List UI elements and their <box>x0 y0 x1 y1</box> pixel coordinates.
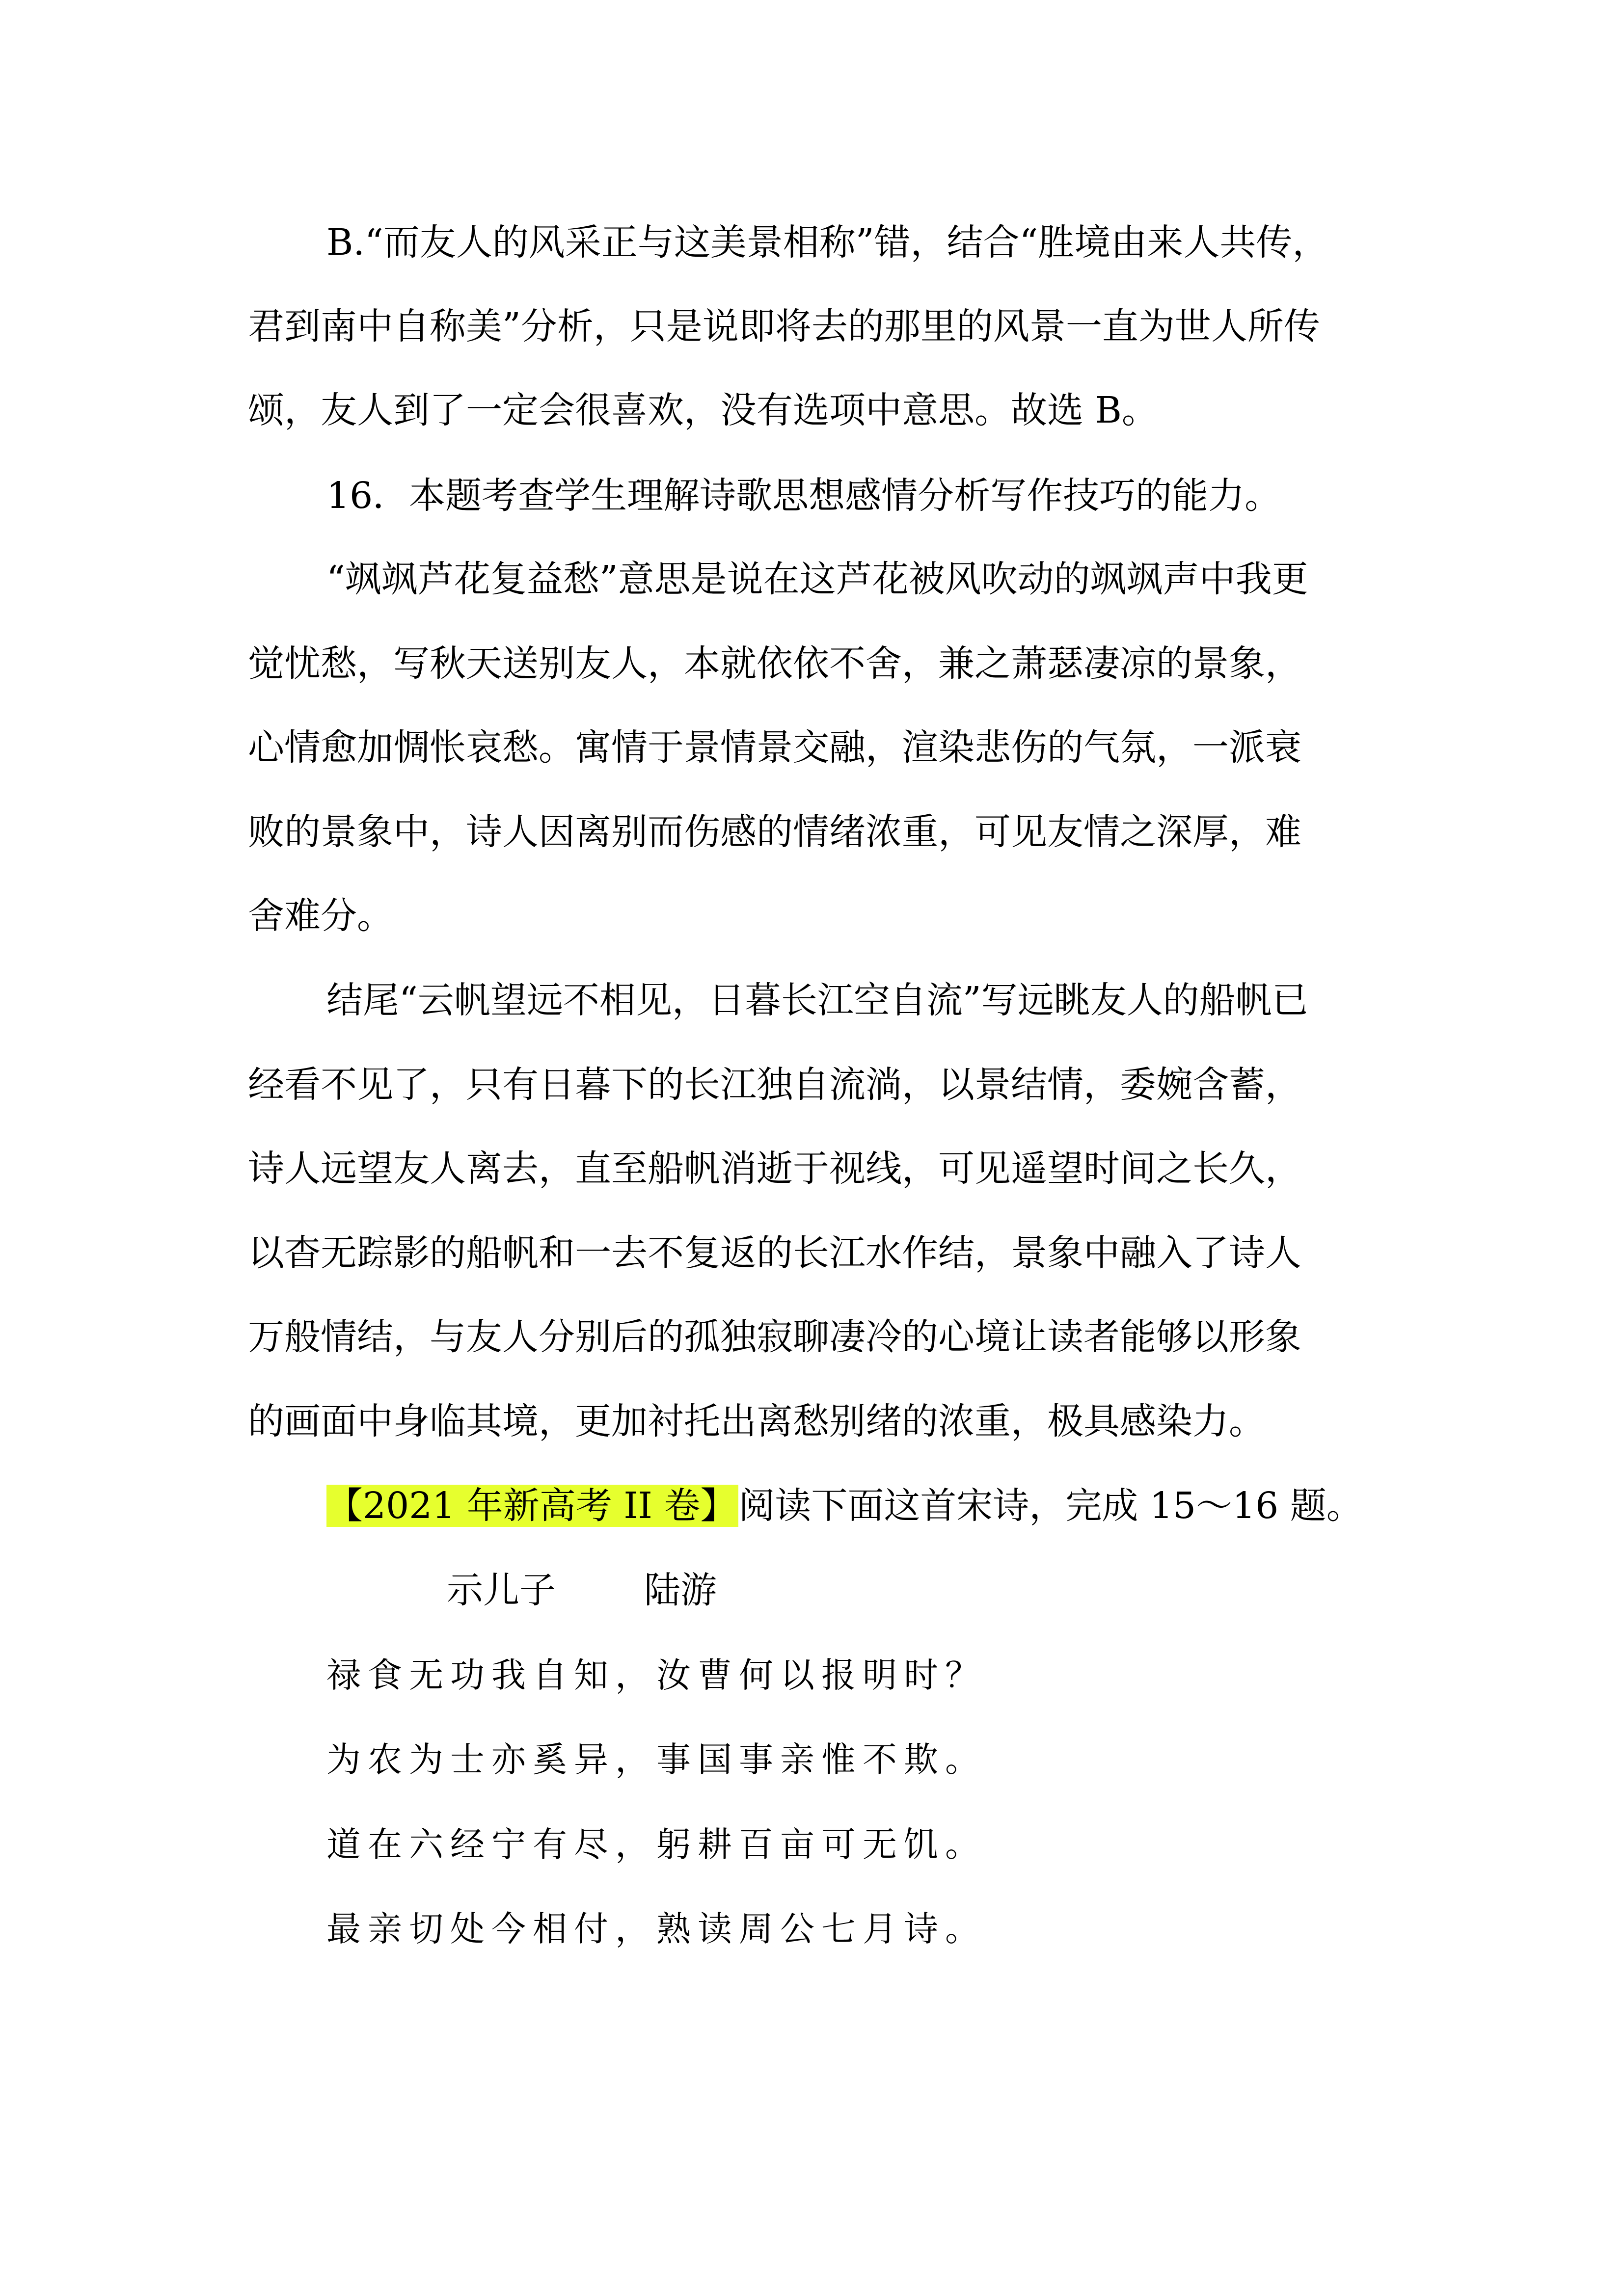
ending-paragraph-line-2: 经看不见了，只有日暮下的长江独自流淌，以景结情，委婉含蓄， <box>248 1064 1301 1106</box>
reed-paragraph-line-1: “飒飒芦花复益愁”意思是说在这芦花被风吹动的飒飒声中我更 <box>326 558 1308 600</box>
exam-source-tag: 【2021 年新高考 II 卷】 <box>326 1485 738 1527</box>
analysis-b-line-3: 颂，友人到了一定会很喜欢，没有选项中意思。故选 B。 <box>248 389 1158 431</box>
section-instruction: 阅读下面这首宋诗，完成 15～16 题。 <box>738 1485 1363 1527</box>
reed-paragraph-line-5: 舍难分。 <box>248 895 393 937</box>
analysis-b-line-1: B.“而友人的风采正与这美景相称”错，结合“胜境由来人共传， <box>326 221 1329 264</box>
poem-line-4: 最亲切处今相付，熟读周公七月诗。 <box>326 1909 986 1949</box>
poem-author: 陆游 <box>644 1569 717 1611</box>
poem-line-3: 道在六经宁有尽，躬耕百亩可无饥。 <box>326 1824 986 1865</box>
section-heading <box>326 1481 1465 1530</box>
poem-line-1: 禄食无功我自知，汝曹何以报明时？ <box>326 1655 986 1695</box>
ending-paragraph-line-6: 的画面中身临其境，更加衬托出离愁别绪的浓重，极具感染力。 <box>248 1400 1265 1442</box>
poem-title-line <box>447 1566 717 1615</box>
reed-paragraph-line-3: 心情愈加惆怅哀愁。寓情于景情景交融，渲染悲伤的气氛，一派衰 <box>248 726 1301 769</box>
reed-paragraph-line-2: 觉忧愁，写秋天送别友人，本就依依不舍，兼之萧瑟凄凉的景象， <box>248 642 1301 685</box>
poem-line-2: 为农为士亦奚异，事国事亲惟不欺。 <box>326 1739 986 1780</box>
ending-paragraph-line-3: 诗人远望友人离去，直至船帆消逝于视线，可见遥望时间之长久， <box>248 1148 1301 1190</box>
ending-paragraph-line-4: 以杳无踪影的船帆和一去不复返的长江水作结，景象中融入了诗人 <box>248 1232 1301 1274</box>
poem-title: 示儿子 <box>447 1569 556 1611</box>
analysis-b-line-2: 君到南中自称美”分析，只是说即将去的那里的风景一直为世人所传 <box>248 305 1320 347</box>
reed-paragraph-line-4: 败的景象中，诗人因离别而伤感的情绪浓重，可见友情之深厚，难 <box>248 811 1301 853</box>
question-16-line: 16．本题考查学生理解诗歌思想感情分析写作技巧的能力。 <box>326 475 1281 517</box>
ending-paragraph-line-5: 万般情结，与友人分别后的孤独寂聊凄冷的心境让读者能够以形象 <box>248 1316 1301 1358</box>
ending-paragraph-line-1: 结尾“云帆望远不相见，日暮长江空自流”写远眺友人的船帆已 <box>326 979 1308 1021</box>
